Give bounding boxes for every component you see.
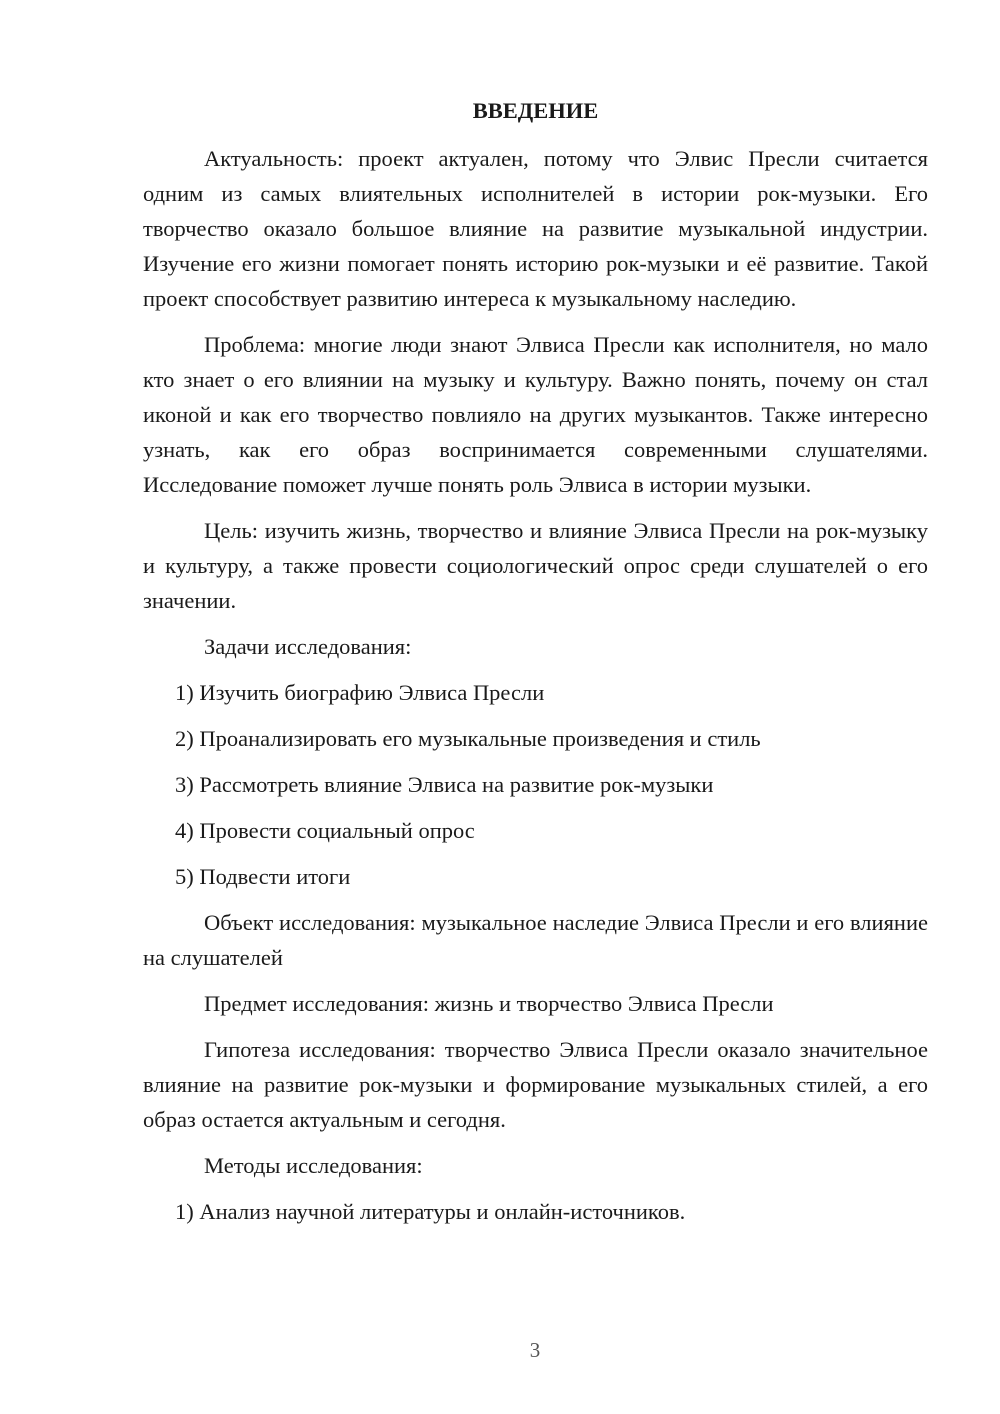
section-heading: ВВЕДЕНИЕ	[472, 98, 599, 123]
relevance-paragraph: Актуальность: проект актуален, потому что Элвис Пресли считается одним из самых влиятельных исполнителей в истории рок-музыки. Его творчество оказало большое влияние на развитие музыкальной индустрии. Изучение его жизни помогает понять историю рок-музыки и её развитие. Такой проект способствует развитию интереса к музыкальному наследию.	[143, 146, 928, 311]
goal-paragraph: Цель: изучить жизнь, творчество и влияние Элвиса Пресли на рок-музыку и культуру, а также провести социологический опрос среди слушателей о его значении.	[143, 518, 928, 613]
hypothesis-paragraph: Гипотеза исследования: творчество Элвиса Пресли оказало значительное влияние на развитие рок-музыки и формирование музыкальных стилей, а его образ остается актуальным и сегодня.	[143, 1037, 928, 1132]
task-item: 4) Провести социальный опрос	[175, 818, 475, 843]
method-item: 1) Анализ научной литературы и онлайн-источников.	[175, 1199, 686, 1224]
tasks-heading: Задачи исследования:	[204, 634, 412, 659]
subject-paragraph: Предмет исследования: жизнь и творчество Элвиса Пресли	[204, 991, 774, 1016]
task-item: 1) Изучить биографию Элвиса Пресли	[175, 680, 545, 705]
task-item: 5) Подвести итоги	[175, 864, 351, 889]
task-item: 3) Рассмотреть влияние Элвиса на развитие рок-музыки	[175, 772, 714, 797]
problem-paragraph: Проблема: многие люди знают Элвиса Пресли как исполнителя, но мало кто знает о его влиянии на музыку и культуру. Важно понять, почему он стал иконой и как его творчество повлияло на других музыкантов. Также интересно узнать, как его образ воспринимается современными слушателями. Исследование поможет лучше понять роль Элвиса в истории музыки.	[143, 332, 928, 497]
task-item: 2) Проанализировать его музыкальные произведения и стиль	[175, 726, 761, 751]
methods-heading: Методы исследования:	[204, 1153, 423, 1178]
object-paragraph: Объект исследования: музыкальное наследие Элвиса Пресли и его влияние на слушателей	[143, 910, 928, 970]
page-number: 3	[529, 1338, 541, 1362]
page-content	[143, 93, 928, 1240]
